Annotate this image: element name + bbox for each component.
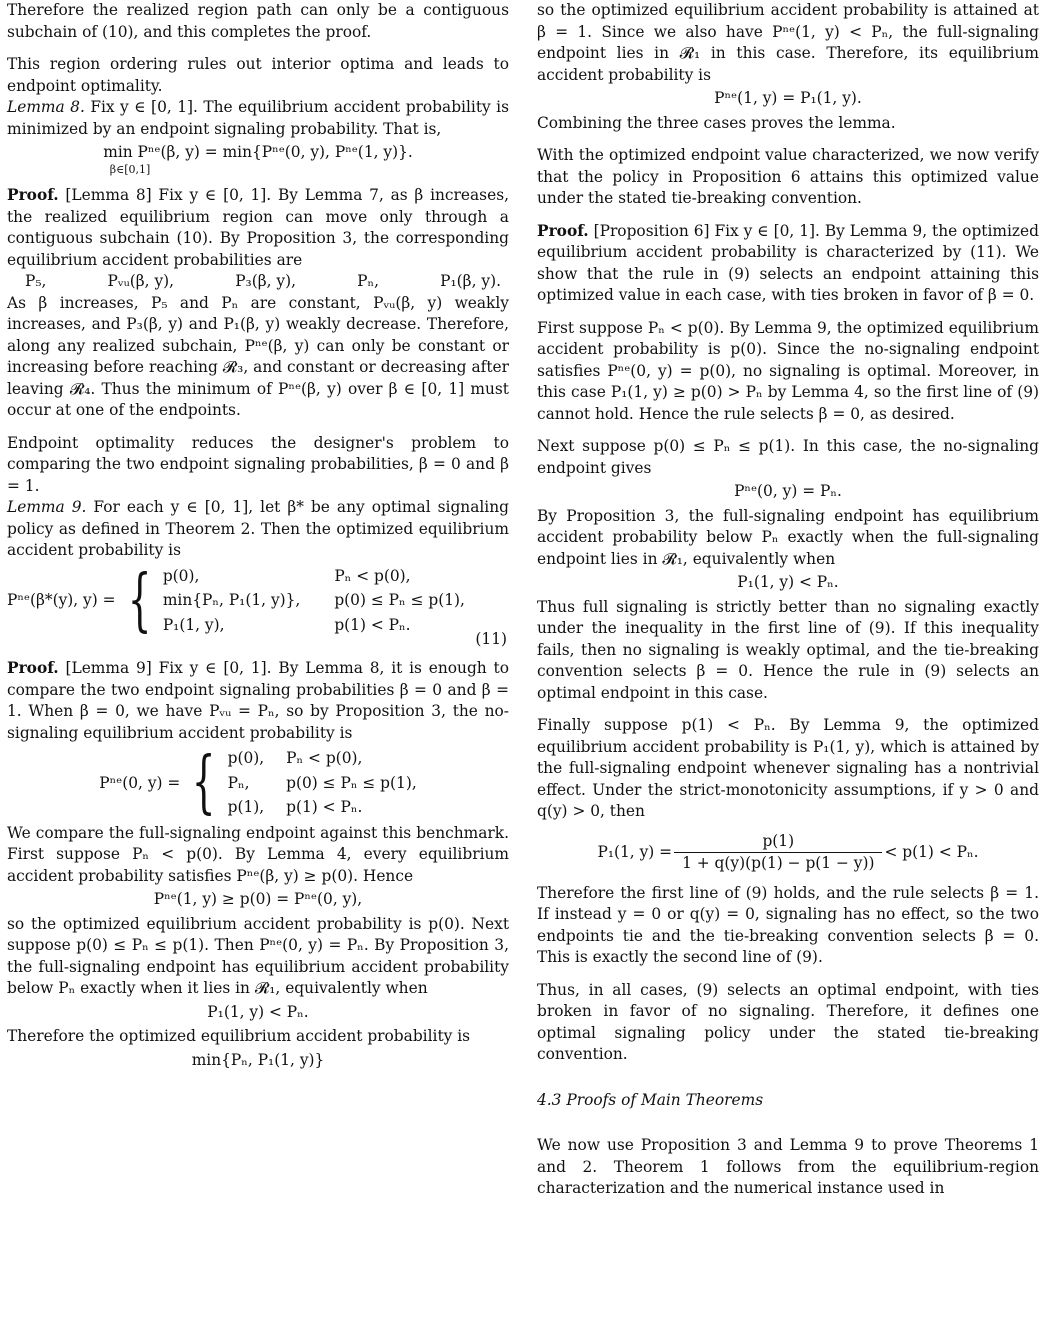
proof-body: [Lemma 9] Fix y ∈ [0, 1]. By Lemma 8, it is enough to compare the two endpoint signaling probabilities β = 0 and β = 1. When β = 0, we have Pᵥᵤ = Pₙ, so by Proposition 3, the no-signaling equilibrium accident probability is [7, 659, 509, 742]
right-column [537, 0, 1039, 1200]
probability-list [7, 271, 509, 293]
proof-proposition6 [537, 221, 1039, 307]
paragraph: As β increases, P₅ and Pₙ are constant, Pᵥᵤ(β, y) weakly increases, and P₃(β, y) and P₁(β, y) weakly decrease. Therefore, along any realized subchain, Pⁿᵉ(β, y) can only be constant or increasing before reaching 𝓡₃, and constant or decreasing after leaving 𝓡₄. Thus the minimum of Pⁿᵉ(β, y) over β ∈ [0, 1] must occur at one of the endpoints. [7, 293, 509, 419]
equation-no-signaling [7, 743, 509, 823]
paragraph: By Proposition 3, the full-signaling endpoint has equilibrium accident probability below Pₙ exactly when the full-signaling endpoint lies in 𝓡₁, equivalently when [537, 506, 1039, 568]
left-column [7, 0, 509, 1074]
equation: min{Pₙ, P₁(1, y)} [191, 1050, 325, 1069]
prob-item: P₁(β, y). [440, 272, 501, 290]
equation-cases: p(0), Pₙ < p(0), Pₙ, p(0) ≤ Pₙ ≤ p(1), p(1), p(1) < Pₙ. [227, 749, 417, 816]
proof-label: Proof. [7, 186, 59, 204]
brace-symbol: { [192, 743, 216, 823]
paragraph: so the optimized equilibrium accident probability is p(0). Next suppose p(0) ≤ Pₙ ≤ p(1). Then Pⁿᵉ(0, y) = Pₙ. By Proposition 3, the full-signaling endpoint has equilibrium accident probability below Pₙ exactly when it lies in 𝓡₁, equivalently when [7, 914, 509, 997]
fraction-denominator: 1 + q(y)(p(1) − p(1 − y)) [682, 854, 875, 872]
section-heading: 4.3 Proofs of Main Theorems [537, 1090, 764, 1109]
fraction [678, 831, 878, 875]
lemma-label: Lemma 9. [7, 498, 87, 516]
proof-body: [Lemma 8] Fix y ∈ [0, 1]. By Lemma 7, as β increases, the realized equilibrium region can move only through a contiguous subchain (10). By Proposition 3, the corresponding equilibrium accident probabilities are [7, 186, 509, 269]
paragraph: First suppose Pₙ < p(0). By Lemma 9, the optimized equilibrium accident probability is p(0). Since the no-signaling endpoint satisfies Pⁿᵉ(0, y) = p(0), no signaling is optimal. Moreover, in this case P₁(1, y) ≥ p(0) > Pₙ by Lemma 4, so the first line of (9) cannot hold. Hence the rule selects β = 0, as desired. [537, 318, 1039, 423]
equation-number: (11) [475, 629, 507, 648]
lemma-label: Lemma 8. [7, 98, 85, 116]
proof-lemma9 [7, 658, 509, 744]
paragraph: Therefore the optimized equilibrium accident probability is [7, 1027, 471, 1045]
prob-item: Pᵥᵤ(β, y), [107, 272, 175, 290]
fraction-numerator: p(1) [674, 831, 882, 854]
proof-body: [Proposition 6] Fix y ∈ [0, 1]. By Lemma 9, the optimized equilibrium accident probability is characterized by (11). We show that the rule in (9) selects an endpoint attaining this optimized value in each case, with ties broken in favor of β = 0. [537, 221, 1039, 304]
prob-item: P₃(β, y), [235, 272, 296, 290]
paragraph: so the optimized equilibrium accident probability is attained at β = 1. Since we also have Pⁿᵉ(1, y) < Pₙ, the full-signaling endpoint lies in 𝓡₁ in this case. Therefore, its equilibrium accident probability is [537, 1, 1039, 84]
lemma-9 [7, 497, 509, 562]
prob-item: Pₙ, [357, 272, 380, 290]
paragraph: Next suppose p(0) ≤ Pₙ ≤ p(1). In this case, the no-signaling endpoint gives [537, 437, 1039, 477]
brace-symbol: { [127, 560, 152, 640]
proof-label: Proof. [537, 221, 589, 240]
equation: Pⁿᵉ(0, y) = Pₙ. [734, 482, 842, 500]
paragraph: With the optimized endpoint value characterized, we now verify that the policy in Proposition 6 attains this optimized value under the stated tie-breaking convention. [537, 146, 1039, 207]
equation-11 [7, 560, 509, 648]
proof-label: Proof. [7, 659, 59, 677]
equation: Pⁿᵉ(1, y) = P₁(1, y). [714, 89, 862, 107]
equation: P₁(1, y) < Pₙ. [207, 1002, 309, 1021]
equation-subscript: β∈[0,1] [109, 162, 151, 176]
equation-lemma8: min Pⁿᵉ(β, y) = min{Pⁿᵉ(0, y), Pⁿᵉ(1, y)}. $^{\beta\in[0,1]}$ [103, 143, 413, 176]
paragraph: Therefore the first line of (9) holds, and the rule selects β = 1. If instead y = 0 or q(y) = 0, signaling has no effect, so the two endpoints tie and the tie-breaking convention selects β = 0. This is exactly the second line of (9). [537, 883, 1039, 966]
equation-lhs: Pⁿᵉ(β*(y), y) = [7, 591, 116, 609]
lemma-body: Fix y ∈ [0, 1]. The equilibrium accident probability is minimized by an endpoint signaling probability. That is, [7, 98, 509, 138]
paragraph: Endpoint optimality reduces the designer's problem to comparing the two endpoint signaling probabilities, β = 0 and β = 1. [7, 433, 509, 495]
paragraph: Combining the three cases proves the lemma. [537, 113, 896, 132]
paragraph: We compare the full-signaling endpoint against this benchmark. First suppose Pₙ < p(0). By Lemma 4, every equilibrium accident probability satisfies Pⁿᵉ(β, y) ≥ p(0). Hence [7, 823, 509, 885]
equation: Pⁿᵉ(1, y) ≥ p(0) = Pⁿᵉ(0, y), [153, 890, 363, 908]
paragraph: This region ordering rules out interior optima and leads to endpoint optimality. [7, 55, 509, 95]
equation: P₁(1, y) < Pₙ. [737, 573, 839, 591]
paragraph: Thus, in all cases, (9) selects an optimal endpoint, with ties broken in favor of no signaling. Therefore, it defines one optimal signaling policy under the stated tie-breaking convention. [537, 980, 1039, 1063]
paragraph: Therefore the realized region path can only be a contiguous subchain of (10), and this completes the proof. [7, 1, 509, 41]
paragraph: We now use Proposition 3 and Lemma 9 to prove Theorems 1 and 2. Theorem 1 follows from the equilibrium-region characterization and the numerical instance used in [537, 1136, 1039, 1197]
equation-fraction: P₁(1, y) = $\frac{p(1)}{1 + q(y)(p(1) - p(1 - y))}$ < p(1) < Pₙ. [537, 831, 1039, 875]
equation-cases: p(0), Pₙ < p(0), min{Pₙ, P₁(1, y)}, p(0) ≤ Pₙ ≤ p(1), P₁(1, y), p(1) < Pₙ. [162, 566, 465, 634]
lemma-body: For each y ∈ [0, 1], let β* be any optimal signaling policy as defined in Theorem 2. Then the optimized equilibrium accident probability is [7, 498, 509, 559]
lemma-8 [7, 97, 509, 140]
proof-lemma8 [7, 185, 509, 271]
paragraph: Finally suppose p(1) < Pₙ. By Lemma 9, the optimized equilibrium accident probability is P₁(1, y), which is attained by the full-signaling endpoint whenever signaling has a nontrivial effect. Under the strict-monotonicity assumptions, if y > 0 and q(y) > 0, then [537, 716, 1039, 820]
equation-lhs: Pⁿᵉ(0, y) = [99, 773, 181, 792]
prob-item: P₅, [25, 272, 47, 290]
paragraph: Thus full signaling is strictly better than no signaling exactly under the inequality in the first line of (9). If this inequality fails, then no signaling is weakly optimal, and the tie-breaking convention selects β = 0. Hence the rule in (9) selects an optimal endpoint in this case. [537, 597, 1039, 702]
